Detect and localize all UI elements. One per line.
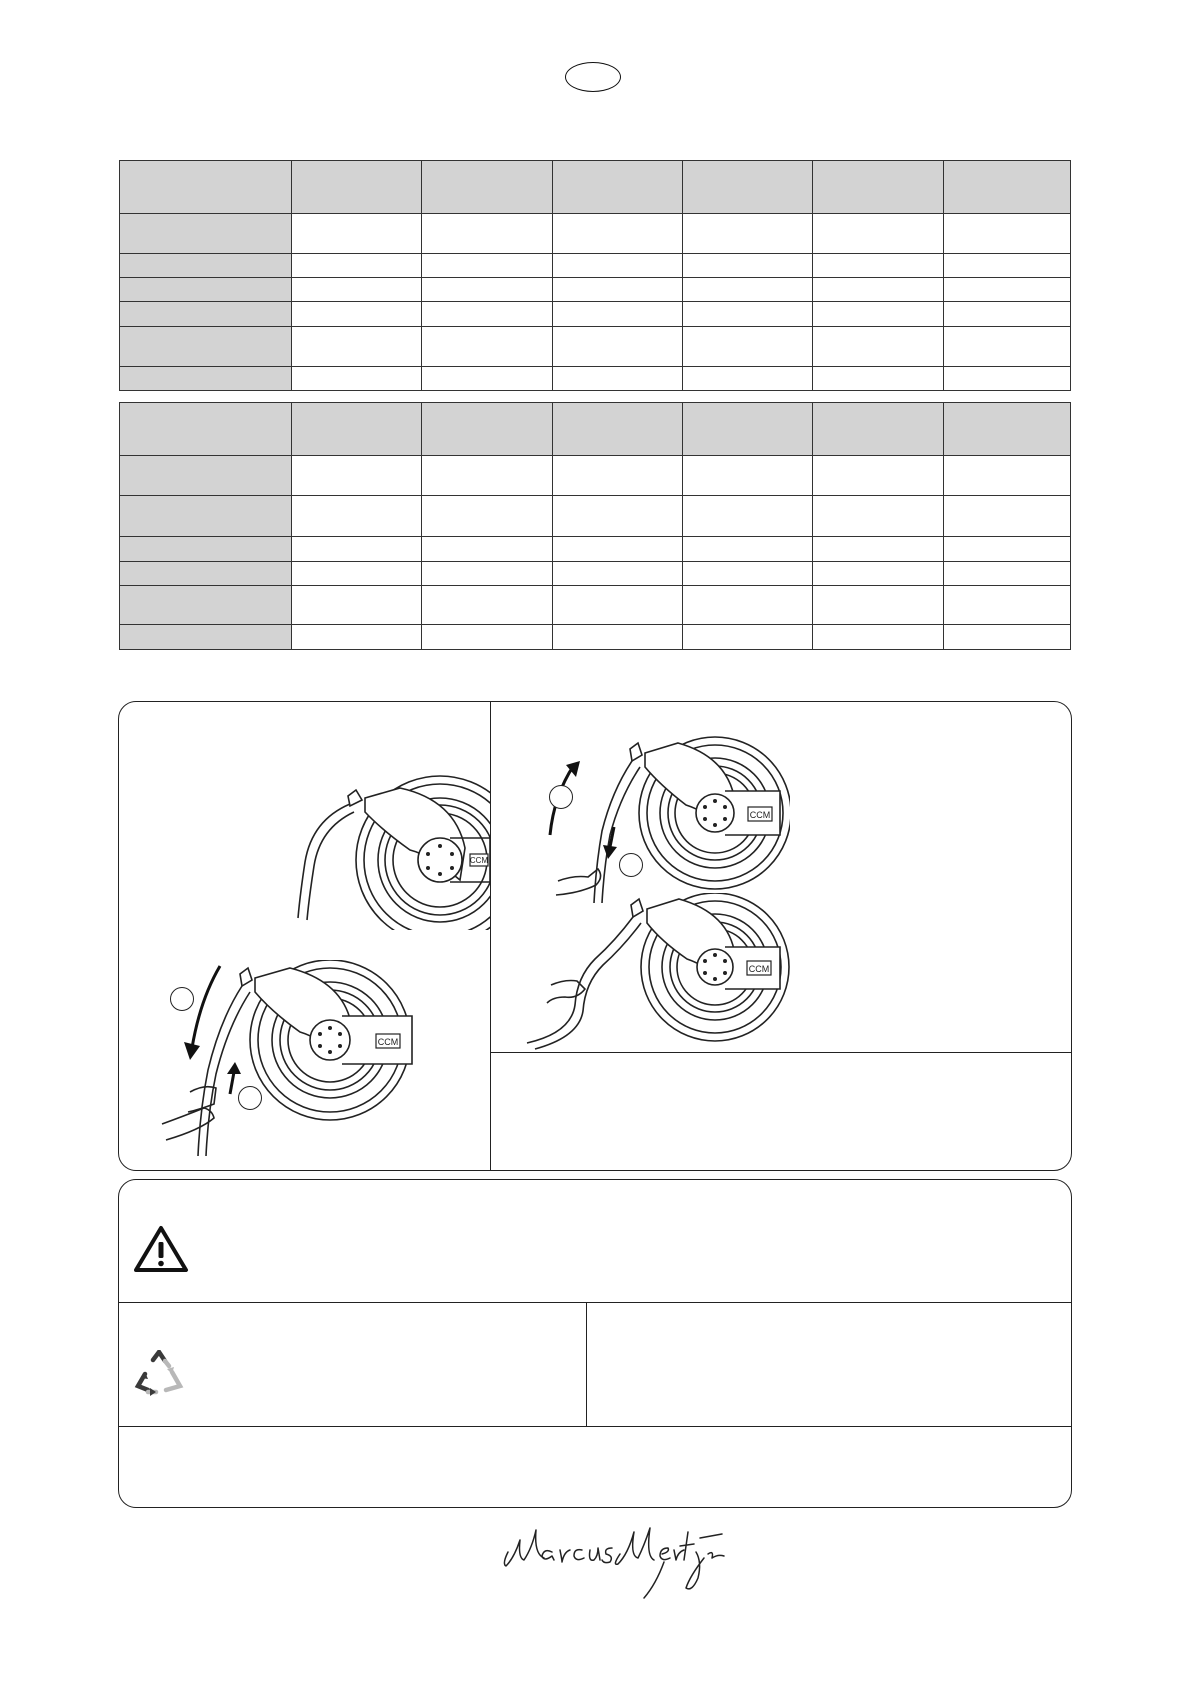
usage-divider-vertical — [490, 702, 491, 1170]
warning-text — [205, 1196, 1055, 1292]
table-cell — [422, 278, 553, 302]
table-cell — [813, 367, 944, 391]
table-header-cell — [292, 161, 422, 214]
language-code-badge — [565, 62, 621, 92]
table-cell — [813, 302, 944, 327]
table-cell — [944, 625, 1071, 650]
table-cell — [553, 214, 683, 254]
step-marker — [238, 1086, 262, 1110]
reel-wall-illustration — [290, 770, 490, 930]
table-cell — [683, 562, 813, 586]
table-cell — [422, 456, 553, 496]
table-cell — [553, 586, 683, 625]
table-cell — [553, 278, 683, 302]
table-cell — [422, 496, 553, 537]
retract-caption — [505, 1064, 1060, 1160]
table-cell — [944, 278, 1071, 302]
table-cell — [683, 496, 813, 537]
reel-pull-illustration — [160, 960, 440, 1160]
table-cell — [292, 367, 422, 391]
table-header-cell — [292, 403, 422, 456]
table-cell — [813, 586, 944, 625]
table-cell — [422, 537, 553, 562]
table-header-cell — [422, 161, 553, 214]
table-cell — [683, 586, 813, 625]
table-cell — [422, 562, 553, 586]
step-marker — [549, 785, 573, 809]
row-label-cell — [120, 302, 292, 327]
row-label-cell — [120, 496, 292, 537]
notice-divider-bottom — [119, 1426, 1071, 1427]
table-cell — [683, 278, 813, 302]
table-cell — [683, 625, 813, 650]
step-marker — [170, 987, 194, 1011]
table-cell — [813, 254, 944, 278]
table-cell — [683, 302, 813, 327]
table-cell — [683, 537, 813, 562]
row-label-cell — [120, 456, 292, 496]
table-cell — [292, 278, 422, 302]
table-header-cell — [120, 161, 292, 214]
table-cell — [944, 586, 1071, 625]
table-cell — [683, 367, 813, 391]
row-label-cell — [120, 327, 292, 367]
lock-caption — [810, 905, 1060, 985]
step-marker — [619, 853, 643, 877]
table-cell — [944, 537, 1071, 562]
table-row — [120, 278, 1071, 302]
table-header-cell — [120, 403, 292, 456]
table-header-cell — [553, 403, 683, 456]
table-cell — [944, 327, 1071, 367]
table-cell — [813, 456, 944, 496]
table-cell — [553, 456, 683, 496]
row-label-cell — [120, 254, 292, 278]
table-row — [120, 496, 1071, 537]
table-cell — [944, 456, 1071, 496]
spec-table-1 — [119, 160, 1071, 391]
row-label-cell — [120, 367, 292, 391]
table-row — [120, 254, 1071, 278]
recycle-icon — [134, 1350, 184, 1396]
table-cell — [813, 496, 944, 537]
install-caption — [130, 712, 480, 776]
table-cell — [292, 537, 422, 562]
release-arrow-icon — [227, 1062, 241, 1074]
table-cell — [292, 302, 422, 327]
table-header-row — [120, 161, 1071, 214]
row-label-cell — [120, 214, 292, 254]
table-cell — [553, 254, 683, 278]
table-cell — [813, 278, 944, 302]
table-cell — [422, 214, 553, 254]
table-row — [120, 562, 1071, 586]
row-label-cell — [120, 562, 292, 586]
table-cell — [813, 562, 944, 586]
table-row — [120, 327, 1071, 367]
table-cell — [553, 537, 683, 562]
declaration-text — [600, 1314, 1060, 1418]
table-row — [120, 456, 1071, 496]
signature-image — [500, 1518, 730, 1604]
table-row — [120, 537, 1071, 562]
table-cell — [553, 367, 683, 391]
recycling-text — [200, 1314, 578, 1418]
pull-arrow-icon — [192, 966, 220, 1048]
table-header-cell — [683, 161, 813, 214]
warning-triangle-icon — [133, 1224, 189, 1274]
table-cell — [553, 496, 683, 537]
table-header-row — [120, 403, 1071, 456]
table-row — [120, 214, 1071, 254]
table-cell — [422, 302, 553, 327]
table-header-cell — [944, 161, 1071, 214]
table-cell — [292, 625, 422, 650]
table-cell — [292, 586, 422, 625]
table-cell — [683, 214, 813, 254]
table-cell — [813, 537, 944, 562]
reel-brand-mark: CCM — [377, 1037, 399, 1047]
table-cell — [813, 214, 944, 254]
table-header-cell — [813, 161, 944, 214]
table-cell — [944, 214, 1071, 254]
table-cell — [553, 562, 683, 586]
table-cell — [944, 496, 1071, 537]
row-label-cell — [120, 586, 292, 625]
table-header-cell — [944, 403, 1071, 456]
table-cell — [553, 327, 683, 367]
table-cell — [813, 625, 944, 650]
footer-text — [135, 1436, 1055, 1500]
table-cell — [292, 254, 422, 278]
reel-brand-mark: CCM — [469, 856, 489, 865]
table-cell — [944, 254, 1071, 278]
row-label-cell — [120, 537, 292, 562]
table-cell — [292, 456, 422, 496]
table-cell — [292, 214, 422, 254]
lock-arrow-icon — [603, 845, 617, 859]
table-cell — [813, 327, 944, 367]
table-row — [120, 367, 1071, 391]
table-row — [120, 625, 1071, 650]
notice-divider-top — [119, 1302, 1071, 1303]
table-cell — [553, 302, 683, 327]
table-cell — [944, 367, 1071, 391]
table-cell — [683, 456, 813, 496]
table-cell — [422, 625, 553, 650]
table-cell — [422, 367, 553, 391]
table-row — [120, 586, 1071, 625]
table-cell — [292, 562, 422, 586]
table-cell — [683, 327, 813, 367]
pull-out-caption — [810, 750, 1060, 830]
table-header-cell — [422, 403, 553, 456]
spec-table-2 — [119, 402, 1071, 650]
table-cell — [422, 254, 553, 278]
table-cell — [944, 302, 1071, 327]
notice-divider-vertical — [586, 1302, 587, 1426]
table-cell — [944, 562, 1071, 586]
table-header-cell — [553, 161, 683, 214]
table-row — [120, 302, 1071, 327]
table-cell — [683, 254, 813, 278]
table-header-cell — [813, 403, 944, 456]
table-cell — [292, 496, 422, 537]
row-label-cell — [120, 278, 292, 302]
row-label-cell — [120, 625, 292, 650]
table-cell — [422, 586, 553, 625]
reel-brand-mark: CCM — [749, 810, 771, 820]
table-cell — [292, 327, 422, 367]
table-cell — [422, 327, 553, 367]
reel-retract-illustration — [525, 893, 795, 1053]
reel-extend-illustration — [540, 735, 790, 905]
table-cell — [553, 625, 683, 650]
table-header-cell — [683, 403, 813, 456]
reel-brand-mark: CCM — [748, 964, 770, 974]
